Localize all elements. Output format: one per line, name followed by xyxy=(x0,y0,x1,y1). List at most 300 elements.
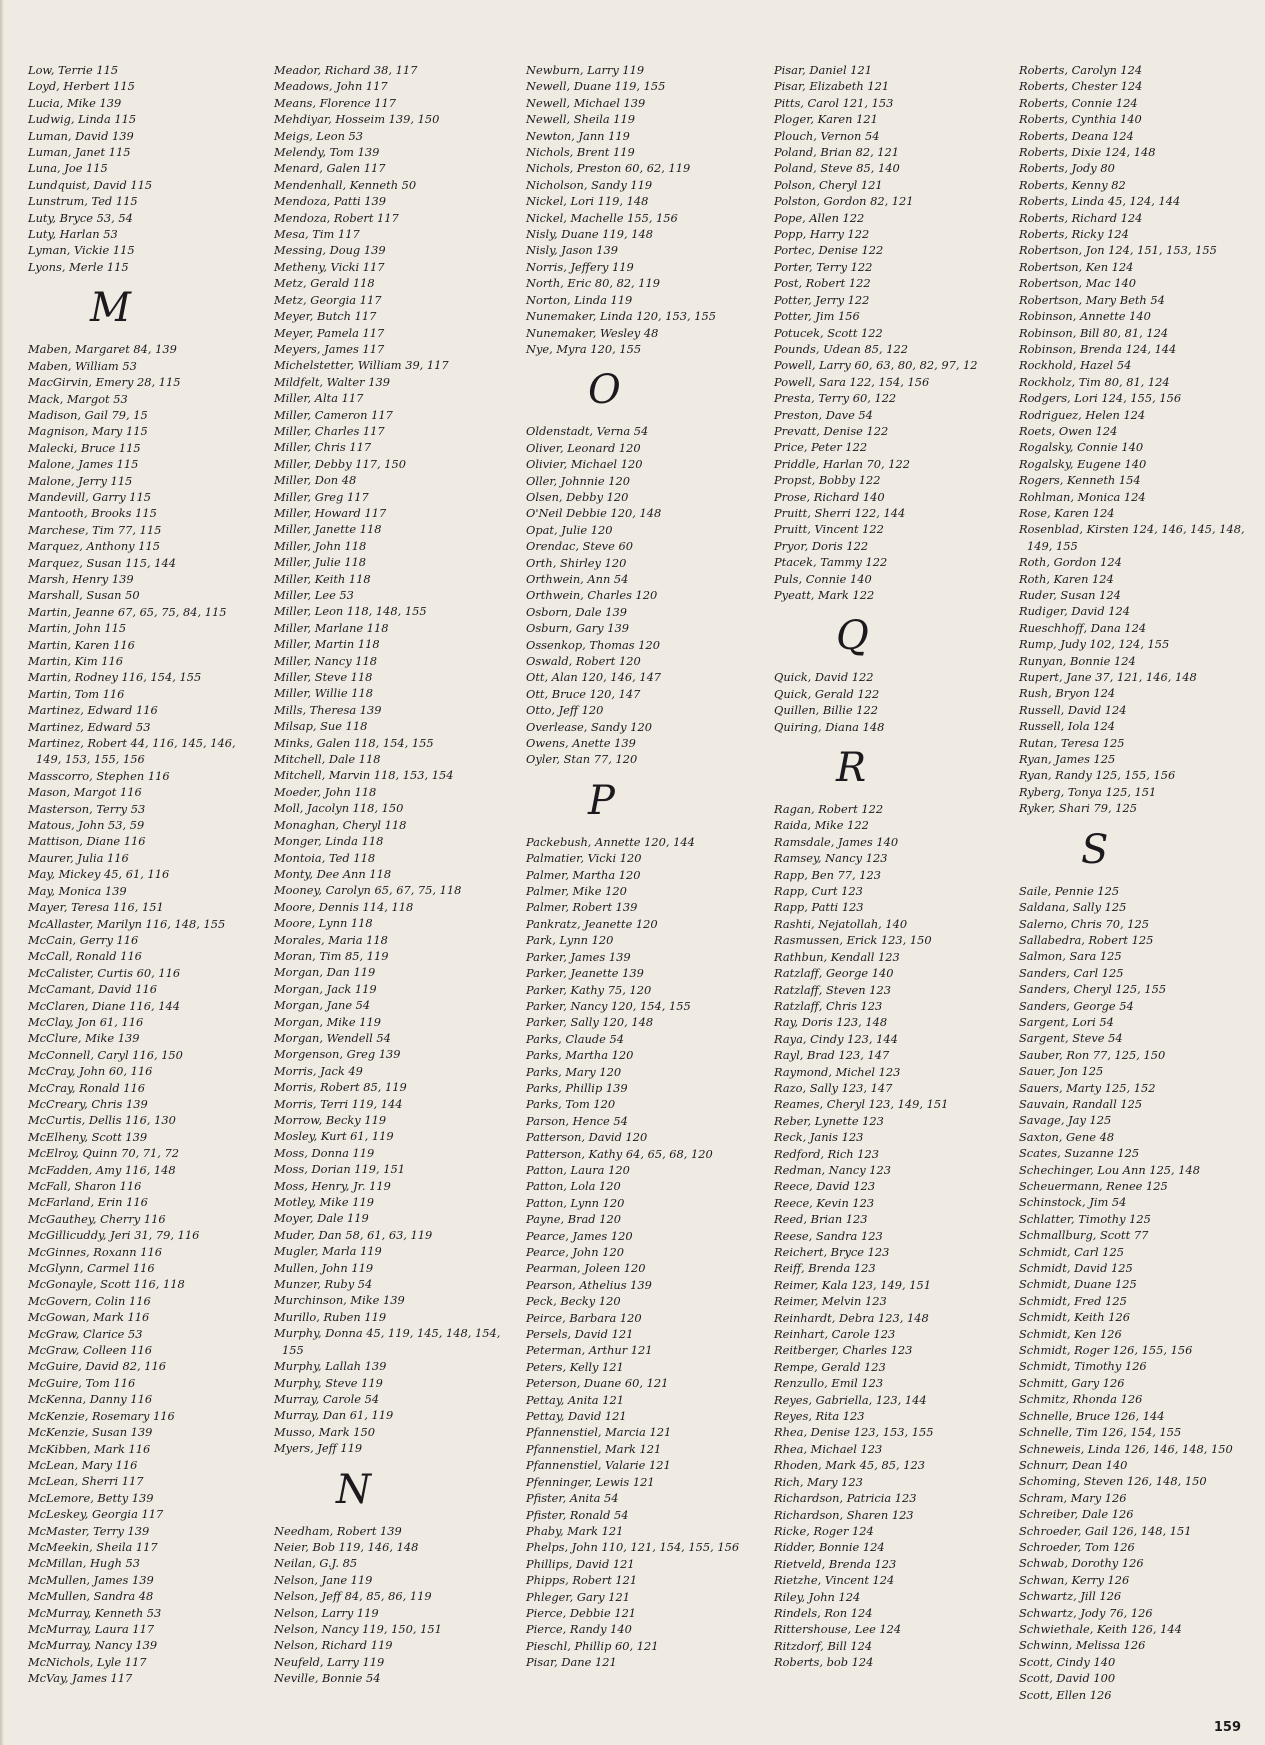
index-entry: Raida, Mike 122 xyxy=(774,818,869,833)
index-entry: McGinnes, Roxann 116 xyxy=(28,1244,162,1259)
index-entry: Ratzlaff, Chris 123 xyxy=(774,998,883,1013)
index-entry: Ridder, Bonnie 124 xyxy=(774,1540,885,1555)
index-entry: Persels, David 121 xyxy=(526,1327,634,1342)
index-entry: Lunstrum, Ted 115 xyxy=(28,194,138,209)
index-entry: McMurray, Laura 117 xyxy=(28,1621,155,1636)
index-entry: Murphy, Steve 119 xyxy=(274,1375,383,1390)
index-entry: McClaren, Diane 116, 144 xyxy=(28,998,180,1013)
index-entry: Orthwein, Ann 54 xyxy=(526,571,629,586)
index-entry: McGraw, Clarice 53 xyxy=(28,1326,143,1341)
index-entry: Metz, Gerald 118 xyxy=(274,276,375,291)
index-entry: Luna, Joe 115 xyxy=(28,161,108,176)
index-entry: Mack, Margot 53 xyxy=(28,391,128,406)
index-entry: Post, Robert 122 xyxy=(774,276,871,291)
index-entry: Scott, Cindy 140 xyxy=(1019,1654,1116,1669)
index-entry: Luty, Harlan 53 xyxy=(28,227,118,242)
index-entry: Monaghan, Cheryl 118 xyxy=(274,817,407,832)
section-letter-heading: R xyxy=(836,745,867,792)
index-entry: McGowan, Mark 116 xyxy=(28,1310,150,1325)
index-entry: Morrow, Becky 119 xyxy=(274,1113,387,1127)
index-entry: Sargent, Lori 54 xyxy=(1019,1014,1114,1029)
index-entry: Musso, Mark 150 xyxy=(274,1424,375,1439)
index-entry: Malone, James 115 xyxy=(28,457,139,472)
index-entry: May, Mickey 45, 61, 116 xyxy=(28,867,170,882)
index-entry: Rayl, Brad 123, 147 xyxy=(774,1048,890,1063)
index-entry: Meyer, Butch 117 xyxy=(274,309,377,324)
index-entry: Pitts, Carol 121, 153 xyxy=(774,95,894,110)
index-entry: Lucia, Mike 139 xyxy=(28,95,122,110)
index-entry: Sanders, Cheryl 125, 155 xyxy=(1019,982,1167,997)
index-entry: Pierce, Randy 140 xyxy=(526,1622,632,1637)
index-entry: Milsap, Sue 118 xyxy=(274,719,368,734)
index-entry: Martin, Rodney 116, 154, 155 xyxy=(28,670,202,685)
index-entry: Reece, David 123 xyxy=(774,1179,876,1194)
index-entry: Russell, Iola 124 xyxy=(1019,719,1116,734)
index-entry: Rump, Judy 102, 124, 155 xyxy=(1019,637,1170,652)
index-entry: Olsen, Debby 120 xyxy=(526,489,629,504)
index-entry: McElheny, Scott 139 xyxy=(28,1129,148,1144)
index-entry: McKenzie, Rosemary 116 xyxy=(28,1408,175,1423)
index-entry: Neilan, G.J. 85 xyxy=(274,1556,358,1571)
index-entry: McCain, Gerry 116 xyxy=(28,932,139,947)
index-entry: Murphy, Lallah 139 xyxy=(274,1359,387,1374)
index-entry: Phelps, John 110, 121, 154, 155, 156 xyxy=(526,1540,740,1555)
index-entry: Mandevill, Garry 115 xyxy=(28,489,152,504)
index-entry: Schwinn, Melissa 126 xyxy=(1019,1638,1146,1653)
index-entry: Ossenkop, Thomas 120 xyxy=(526,637,660,652)
index-entry: Miller, Howard 117 xyxy=(274,505,387,520)
index-entry: Rogers, Kenneth 154 xyxy=(1019,473,1141,488)
index-entry: Ray, Doris 123, 148 xyxy=(774,1015,888,1030)
index-entry: Miller, Don 48 xyxy=(274,473,357,488)
index-entry: Masscorro, Stephen 116 xyxy=(28,768,170,783)
index-entry: May, Monica 139 xyxy=(28,883,127,898)
index-entry: Mitchell, Marvin 118, 153, 154 xyxy=(274,768,454,783)
index-entry: Saldana, Sally 125 xyxy=(1019,900,1127,915)
index-entry: Norris, Jeffery 119 xyxy=(526,259,634,274)
index-entry: Morgan, Jack 119 xyxy=(274,981,377,996)
index-entry: Rhoden, Mark 45, 85, 123 xyxy=(774,1458,926,1473)
index-entry: Plouch, Vernon 54 xyxy=(774,128,880,143)
index-entry: Pruitt, Sherri 122, 144 xyxy=(774,505,906,520)
index-entry: Moll, Jacolyn 118, 150 xyxy=(274,801,404,816)
index-entry: Miller, Willie 118 xyxy=(274,686,373,701)
index-entry: Minks, Galen 118, 154, 155 xyxy=(274,735,434,750)
index-entry: McMeekin, Sheila 117 xyxy=(28,1539,158,1554)
index-entry: McVay, James 117 xyxy=(28,1671,133,1686)
index-entry: McGauthey, Cherry 116 xyxy=(28,1211,166,1226)
index-entry: McFarland, Erin 116 xyxy=(28,1195,148,1210)
index-entry: Reiff, Brenda 123 xyxy=(774,1261,876,1276)
index-entry: Moeder, John 118 xyxy=(274,784,377,799)
index-entry: Nicholson, Sandy 119 xyxy=(526,177,653,192)
index-entry: Powell, Sara 122, 154, 156 xyxy=(774,374,930,389)
index-entry: McClay, Jon 61, 116 xyxy=(28,1014,144,1029)
index-entry: Nunemaker, Linda 120, 153, 155 xyxy=(526,309,717,324)
index-entry: Schmidt, Timothy 126 xyxy=(1019,1359,1147,1374)
index-entry: Reitberger, Charles 123 xyxy=(774,1343,913,1358)
index-entry: Roberts, Jody 80 xyxy=(1019,161,1115,176)
index-entry: Olivier, Michael 120 xyxy=(526,457,643,472)
index-entry: Pieschl, Phillip 60, 121 xyxy=(526,1638,659,1653)
index-entry: Ott, Bruce 120, 147 xyxy=(526,686,641,701)
index-entry: Mendoza, Robert 117 xyxy=(274,210,399,225)
index-entry: Patterson, Kathy 64, 65, 68, 120 xyxy=(526,1146,713,1161)
index-entry: Menard, Galen 117 xyxy=(274,161,386,176)
index-entry: Roets, Owen 124 xyxy=(1019,423,1118,438)
index-entry: Newell, Duane 119, 155 xyxy=(526,79,666,94)
page-binding-shadow xyxy=(0,0,4,1745)
index-entry: McFall, Sharon 116 xyxy=(28,1179,142,1193)
index-entry: Roberts, Linda 45, 124, 144 xyxy=(1019,194,1181,209)
index-entry: Schoming, Steven 126, 148, 150 xyxy=(1019,1474,1207,1489)
index-entry: Park, Lynn 120 xyxy=(526,933,614,948)
index-entry: Reinhart, Carole 123 xyxy=(774,1327,896,1342)
index-entry: McCalister, Curtis 60, 116 xyxy=(28,965,181,980)
index-entry: Ludwig, Linda 115 xyxy=(28,112,137,127)
index-entry: Pisar, Daniel 121 xyxy=(774,63,873,77)
index-entry: Magnison, Mary 115 xyxy=(28,424,148,439)
index-entry: Moyer, Dale 119 xyxy=(274,1211,369,1226)
index-entry: Matous, John 53, 59 xyxy=(28,818,145,833)
index-entry: Salmon, Sara 125 xyxy=(1019,949,1122,964)
index-entry: Reinhardt, Debra 123, 148 xyxy=(774,1310,929,1325)
index-entry: Morris, Terri 119, 144 xyxy=(274,1096,403,1111)
index-entry: McKibben, Mark 116 xyxy=(28,1441,151,1456)
index-entry: Pfister, Ronald 54 xyxy=(526,1507,629,1522)
index-entry: Osborn, Dale 139 xyxy=(526,604,628,619)
index-entry: Morgenson, Greg 139 xyxy=(274,1047,401,1062)
index-entry: Otto, Jeff 120 xyxy=(526,703,604,718)
index-entry: Morgan, Wendell 54 xyxy=(274,1030,391,1045)
index-entry: Roberts, Dixie 124, 148 xyxy=(1019,145,1156,160)
index-entry: Rosenblad, Kirsten 124, 146, 145, 148, xyxy=(1019,522,1245,537)
index-entry: Rupert, Jane 37, 121, 146, 148 xyxy=(1019,670,1197,685)
index-entry: Sanders, Carl 125 xyxy=(1019,965,1124,980)
index-entry: Myers, Jeff 119 xyxy=(274,1441,363,1456)
index-entry: Polson, Cheryl 121 xyxy=(774,177,883,192)
index-entry: Rittershouse, Lee 124 xyxy=(774,1622,902,1637)
index-entry: Ploger, Karen 121 xyxy=(774,112,878,127)
index-entry: Palmer, Mike 120 xyxy=(526,884,627,899)
index-entry: McFadden, Amy 116, 148 xyxy=(28,1162,176,1177)
index-entry: Reimer, Kala 123, 149, 151 xyxy=(774,1277,931,1292)
index-entry: Schlatter, Timothy 125 xyxy=(1019,1211,1151,1226)
index-entry: Rempe, Gerald 123 xyxy=(774,1359,886,1374)
index-entry: Moore, Dennis 114, 118 xyxy=(274,899,414,914)
index-entry: Miller, Greg 117 xyxy=(274,489,369,504)
index-entry: Portec, Denise 122 xyxy=(774,243,884,258)
index-entry: McGuire, David 82, 116 xyxy=(28,1359,166,1374)
index-entry: Quick, Gerald 122 xyxy=(774,686,880,701)
index-entry: Miller, John 118 xyxy=(274,538,367,553)
page-number: 159 xyxy=(1213,1720,1241,1735)
index-entry: McCray, Ronald 116 xyxy=(28,1080,146,1095)
index-entry: Salerno, Chris 70, 125 xyxy=(1019,916,1149,931)
index-entry: Means, Florence 117 xyxy=(274,95,397,110)
index-entry: Rohlman, Monica 124 xyxy=(1019,489,1146,504)
index-entry: Parker, Nancy 120, 154, 155 xyxy=(526,998,691,1013)
index-entry: Poland, Brian 82, 121 xyxy=(774,145,900,160)
index-entry: Mugler, Marla 119 xyxy=(274,1244,382,1259)
index-column-2 xyxy=(274,62,500,1687)
index-entry: Roberts, Cynthia 140 xyxy=(1019,112,1142,127)
index-entry: Miller, Steve 118 xyxy=(274,670,373,685)
index-entry: McMaster, Terry 139 xyxy=(28,1523,150,1538)
index-entry: Schwiethale, Keith 126, 144 xyxy=(1019,1621,1182,1636)
index-entry: Meyer, Pamela 117 xyxy=(274,325,385,340)
index-entry: Murphy, Donna 45, 119, 145, 148, 154, xyxy=(274,1326,501,1341)
index-entry: Schmidt, Ken 126 xyxy=(1019,1326,1122,1341)
index-entry: Pearson, Athelius 139 xyxy=(526,1277,652,1292)
index-entry: Robinson, Annette 140 xyxy=(1019,309,1151,324)
index-entry: McLeskey, Georgia 117 xyxy=(28,1507,164,1522)
index-entry: Robertson, Ken 124 xyxy=(1019,259,1134,274)
index-entry: Parker, James 139 xyxy=(526,949,631,964)
index-entry: MacGirvin, Emery 28, 115 xyxy=(28,375,181,390)
index-entry: Quillen, Billie 122 xyxy=(774,703,878,718)
index-entry: Parks, Tom 120 xyxy=(526,1097,616,1112)
index-entry: Malecki, Bruce 115 xyxy=(28,440,141,455)
index-entry: Mehdiyar, Hosseim 139, 150 xyxy=(274,112,440,127)
index-entry: Morris, Jack 49 xyxy=(274,1063,363,1078)
index-entry: Mildfelt, Walter 139 xyxy=(274,374,390,389)
index-entry: Rasmussen, Erick 123, 150 xyxy=(774,933,932,948)
index-entry: Newburn, Larry 119 xyxy=(526,63,645,77)
index-entry: Mitchell, Dale 118 xyxy=(274,752,381,767)
index-entry: Nunemaker, Wesley 48 xyxy=(526,325,659,340)
index-entry: Marsh, Henry 139 xyxy=(28,571,134,586)
index-entry: Pope, Allen 122 xyxy=(774,210,865,225)
index-entry: Schnurr, Dean 140 xyxy=(1019,1457,1128,1472)
index-entry: Moran, Tim 85, 119 xyxy=(274,948,389,963)
index-entry: Parks, Phillip 139 xyxy=(526,1080,628,1095)
index-entry: Newell, Sheila 119 xyxy=(526,112,636,127)
index-entry: McKenzie, Susan 139 xyxy=(28,1425,153,1440)
index-entry: Sallabedra, Robert 125 xyxy=(1019,932,1154,947)
index-entry: Phipps, Robert 121 xyxy=(526,1573,638,1588)
section-letter-heading: S xyxy=(1081,826,1109,873)
index-entry: Saile, Pennie 125 xyxy=(1019,883,1120,898)
index-entry: Packebush, Annette 120, 144 xyxy=(526,834,695,849)
index-entry: McGillicuddy, Jeri 31, 79, 116 xyxy=(28,1228,200,1243)
index-entry: Peirce, Barbara 120 xyxy=(526,1310,642,1325)
index-entry: Ryan, Randy 125, 155, 156 xyxy=(1019,768,1176,783)
index-entry: Potter, Jim 156 xyxy=(774,309,860,324)
index-entry: Sauvain, Randall 125 xyxy=(1019,1096,1143,1111)
index-entry: Pearce, John 120 xyxy=(526,1245,624,1259)
index-entry: Motley, Mike 119 xyxy=(274,1195,374,1210)
index-entry: McCall, Ronald 116 xyxy=(28,949,142,964)
index-entry: Pankratz, Jeanette 120 xyxy=(526,916,658,931)
index-entry: Schroeder, Gail 126, 148, 151 xyxy=(1019,1523,1192,1538)
index-entry: Miller, Martin 118 xyxy=(274,637,380,652)
index-entry: Sauers, Marty 125, 152 xyxy=(1019,1080,1156,1095)
index-entry: Roth, Karen 124 xyxy=(1019,571,1114,586)
index-entry: Neville, Bonnie 54 xyxy=(274,1671,381,1686)
index-entry: Schmitt, Gary 126 xyxy=(1019,1375,1125,1390)
index-entry: Rockholz, Tim 80, 81, 124 xyxy=(1019,374,1170,389)
index-entry: Prevatt, Denise 122 xyxy=(774,423,889,438)
index-entry: Mooney, Carolyn 65, 67, 75, 118 xyxy=(274,883,462,898)
index-entry: Needham, Robert 139 xyxy=(274,1523,402,1538)
index-entry: Rush, Bryon 124 xyxy=(1019,686,1116,701)
index-entry: Ott, Alan 120, 146, 147 xyxy=(526,670,662,685)
index-entry: Parks, Martha 120 xyxy=(526,1048,634,1063)
index-entry: Orth, Shirley 120 xyxy=(526,555,627,570)
index-entry: Rapp, Ben 77, 123 xyxy=(774,867,881,882)
index-entry: Ratzlaff, Steven 123 xyxy=(774,982,891,997)
index-entry: Rietveld, Brenda 123 xyxy=(774,1556,897,1571)
index-entry: Roberts, Ricky 124 xyxy=(1019,227,1129,242)
index-entry: McLemore, Betty 139 xyxy=(28,1490,154,1505)
index-entry: Ryker, Shari 79, 125 xyxy=(1019,801,1138,816)
index-entry: Saxton, Gene 48 xyxy=(1019,1129,1115,1144)
index-entry: Robertson, Jon 124, 151, 153, 155 xyxy=(1019,243,1217,258)
index-entry: Robertson, Mac 140 xyxy=(1019,276,1136,291)
index-entry: Potucek, Scott 122 xyxy=(774,325,883,340)
index-entry: Nisly, Jason 139 xyxy=(526,243,619,258)
index-entry: Peterman, Arthur 121 xyxy=(526,1343,653,1358)
index-entry: Rockhold, Hazel 54 xyxy=(1019,358,1132,373)
index-entry: Roberts, Connie 124 xyxy=(1019,95,1138,110)
index-entry: Rose, Karen 124 xyxy=(1019,505,1115,520)
index-entry: Popp, Harry 122 xyxy=(774,227,870,242)
section-letter-heading: O xyxy=(588,367,621,414)
index-entry: Reese, Sandra 123 xyxy=(774,1228,883,1243)
index-entry: Neufeld, Larry 119 xyxy=(274,1654,385,1669)
index-entry: Martin, John 115 xyxy=(28,621,127,636)
index-entry: Rapp, Patti 123 xyxy=(774,900,864,915)
index-entry: Orendac, Steve 60 xyxy=(526,539,633,554)
index-entry: Parks, Claude 54 xyxy=(526,1031,625,1046)
index-entry: Parker, Sally 120, 148 xyxy=(526,1015,654,1030)
index-entry: Schmidt, Duane 125 xyxy=(1019,1277,1137,1292)
index-entry: McGovern, Colin 116 xyxy=(28,1293,151,1308)
index-entry: Redman, Nancy 123 xyxy=(774,1162,892,1177)
index-entry: Runyan, Bonnie 124 xyxy=(1019,653,1136,668)
index-entry: Peck, Becky 120 xyxy=(526,1294,621,1309)
index-entry: Nickel, Machelle 155, 156 xyxy=(526,210,678,225)
index-entry: Miller, Charles 117 xyxy=(274,423,385,438)
index-entry: Roberts, bob 124 xyxy=(774,1655,874,1670)
index-entry: Luman, David 139 xyxy=(28,128,134,143)
index-entry: Metheny, Vicki 117 xyxy=(274,259,385,274)
index-entry: Marquez, Anthony 115 xyxy=(28,539,160,554)
index-entry: Schmitz, Rhonda 126 xyxy=(1019,1392,1143,1407)
index-entry: Low, Terrie 115 xyxy=(28,63,119,77)
index-entry: Nye, Myra 120, 155 xyxy=(526,341,642,356)
index-entry: Parson, Hence 54 xyxy=(526,1113,628,1128)
index-entry: Pfannenstiel, Marcia 121 xyxy=(526,1425,672,1440)
index-entry: Ryberg, Tonya 125, 151 xyxy=(1019,784,1157,799)
index-entry: Sauber, Ron 77, 125, 150 xyxy=(1019,1047,1166,1062)
index-entry: Poland, Steve 85, 140 xyxy=(774,161,900,176)
index-entry: Nickel, Lori 119, 148 xyxy=(526,194,649,209)
index-entry: Pfenninger, Lewis 121 xyxy=(526,1474,655,1489)
index-entry: Oldenstadt, Verna 54 xyxy=(526,424,649,439)
index-entry: Puls, Connie 140 xyxy=(774,571,872,586)
index-entry: Ramsdale, James 140 xyxy=(774,834,899,849)
index-entry: Ritzdorf, Bill 124 xyxy=(774,1638,873,1653)
index-entry: Mesa, Tim 117 xyxy=(274,227,360,242)
index-entry: Pearman, Joleen 120 xyxy=(526,1261,646,1276)
index-entry: Renzullo, Emil 123 xyxy=(774,1376,884,1391)
index-entry: McGonayle, Scott 116, 118 xyxy=(28,1277,185,1292)
index-entry: Ramsey, Nancy 123 xyxy=(774,851,888,866)
index-entry: Messing, Doug 139 xyxy=(274,243,386,258)
index-entry: Mendenhall, Kenneth 50 xyxy=(274,177,417,192)
index-entry: Maben, Margaret 84, 139 xyxy=(28,342,177,357)
index-entry: Martin, Karen 116 xyxy=(28,637,135,652)
index-entry: Lyons, Merle 115 xyxy=(28,259,129,274)
index-entry: Schreiber, Dale 126 xyxy=(1019,1507,1134,1522)
index-entry: Meadows, John 117 xyxy=(274,79,388,94)
index-entry: Pruitt, Vincent 122 xyxy=(774,522,884,537)
index-entry: Reimer, Melvin 123 xyxy=(774,1294,887,1309)
index-entry: Martinez, Edward 53 xyxy=(28,719,151,734)
index-entry: McElroy, Quinn 70, 71, 72 xyxy=(28,1146,180,1161)
index-entry: Schnelle, Tim 126, 154, 155 xyxy=(1019,1425,1182,1440)
index-entry: Morgan, Jane 54 xyxy=(274,998,371,1013)
index-entry: McConnell, Caryl 116, 150 xyxy=(28,1047,183,1062)
index-entry: Razo, Sally 123, 147 xyxy=(774,1080,893,1095)
index-entry: Rietzhe, Vincent 124 xyxy=(774,1573,895,1588)
section-letter-heading: M xyxy=(90,285,131,332)
index-entry: Pryor, Doris 122 xyxy=(774,538,869,553)
index-entry: Morgan, Mike 119 xyxy=(274,1014,381,1029)
index-column-5 xyxy=(1019,62,1245,1703)
index-entry: Scheuermann, Renee 125 xyxy=(1019,1179,1168,1193)
index-entry: Schram, Mary 126 xyxy=(1019,1490,1127,1505)
index-entry: Reames, Cheryl 123, 149, 151 xyxy=(774,1097,949,1112)
index-entry: Phillips, David 121 xyxy=(526,1556,635,1571)
index-entry: Ratzlaff, George 140 xyxy=(774,966,894,981)
index-entry: Parker, Jeanette 139 xyxy=(526,966,644,981)
index-entry: Robinson, Brenda 124, 144 xyxy=(1019,341,1177,356)
index-entry: Schmidt, David 125 xyxy=(1019,1261,1133,1276)
index-entry-continuation: 149, 155 xyxy=(1027,538,1078,553)
index-entry: Schwartz, Jill 126 xyxy=(1019,1589,1122,1604)
index-entry: Riley, John 124 xyxy=(774,1589,861,1604)
index-entry: Madison, Gail 79, 15 xyxy=(28,407,148,422)
index-entry: McMullen, Sandra 48 xyxy=(28,1589,154,1604)
index-entry: Pisar, Dane 121 xyxy=(526,1655,617,1670)
index-entry: Pettay, Anita 121 xyxy=(526,1392,624,1407)
index-entry: Robertson, Mary Beth 54 xyxy=(1019,292,1165,307)
index-entry: McGlynn, Carmel 116 xyxy=(28,1261,155,1276)
index-entry: Rashti, Nejatollah, 140 xyxy=(774,916,908,931)
index-entry: Quiring, Diana 148 xyxy=(774,719,885,734)
index-entry: Marquez, Susan 115, 144 xyxy=(28,555,176,570)
index-entry: Masterson, Terry 53 xyxy=(28,801,146,816)
index-entry: Schmidt, Fred 125 xyxy=(1019,1293,1127,1308)
index-entry: Maben, William 53 xyxy=(28,358,137,373)
index-entry: Potter, Jerry 122 xyxy=(774,292,870,307)
index-entry: McKenna, Danny 116 xyxy=(28,1392,153,1407)
index-entry: Ragan, Robert 122 xyxy=(774,802,884,817)
index-entry: Peterson, Duane 60, 121 xyxy=(526,1376,669,1391)
index-entry: Nelson, Nancy 119, 150, 151 xyxy=(274,1621,442,1636)
index-entry: Schmidt, Roger 126, 155, 156 xyxy=(1019,1343,1193,1358)
index-entry: Moss, Henry, Jr. 119 xyxy=(274,1178,391,1193)
index-entry: Ryan, James 125 xyxy=(1019,752,1116,767)
index-entry: Reichert, Bryce 123 xyxy=(774,1245,890,1259)
index-entry: Maurer, Julia 116 xyxy=(28,850,129,865)
index-entry: Rutan, Teresa 125 xyxy=(1019,735,1125,750)
index-entry: Reyes, Gabriella, 123, 144 xyxy=(774,1392,927,1407)
index-entry: Monty, Dee Ann 118 xyxy=(274,866,392,881)
